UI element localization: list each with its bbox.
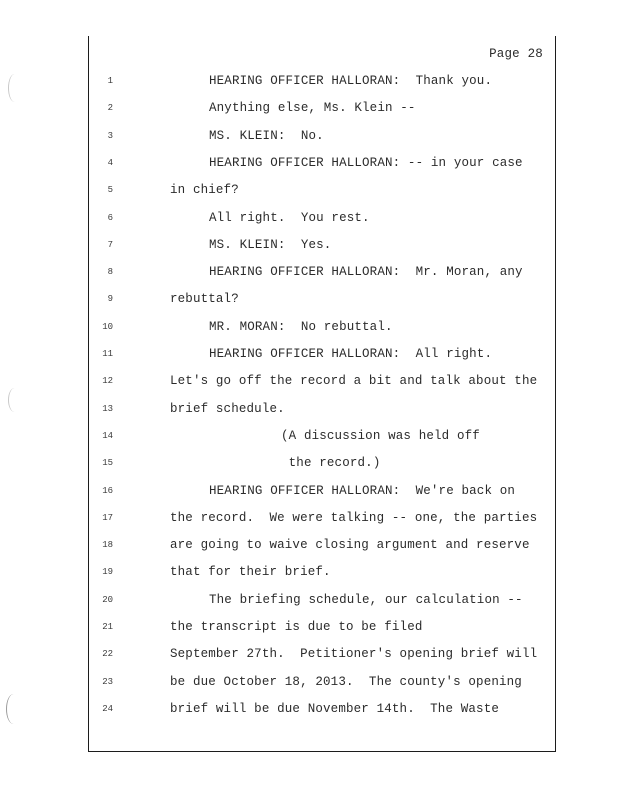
line-text: that for their brief.: [170, 565, 331, 580]
transcript-line: [89, 567, 557, 587]
transcript-line: [89, 267, 557, 287]
line-text: brief will be due November 14th. The Waste: [170, 701, 500, 716]
line-text: be due October 18, 2013. The county's opening: [170, 674, 522, 689]
page-number: Page 28: [489, 47, 543, 61]
line-number: 3: [107, 130, 113, 141]
line-text: Anything else, Ms. Klein --: [209, 101, 416, 116]
transcript-line: [89, 349, 557, 369]
line-text: the transcript is due to be filed: [170, 620, 423, 634]
transcript-line: [89, 128, 557, 151]
line-text: the record. We were talking -- one, the parties: [170, 510, 538, 525]
line-text: Let's go off the record a bit and talk about the: [170, 374, 538, 389]
line-text: MS. KLEIN: Yes.: [209, 237, 332, 252]
line-text: the record.): [281, 456, 381, 471]
line-number: 12: [102, 376, 113, 387]
line-number: 1: [107, 76, 113, 86]
line-number: 9: [107, 294, 113, 305]
scan-artifact-top: [8, 74, 21, 102]
line-number: 10: [102, 321, 113, 332]
transcript-line: [89, 428, 557, 451]
line-text: MS. KLEIN: No.: [209, 128, 324, 143]
line-number: 6: [107, 212, 113, 223]
line-number: 17: [102, 512, 113, 523]
transcript-line: [89, 376, 557, 396]
line-text: HEARING OFFICER HALLORAN: -- in your case: [209, 155, 523, 170]
transcript-line: [89, 294, 557, 314]
transcript-line: [89, 649, 557, 669]
transcript-line: [89, 76, 557, 96]
line-number: 14: [102, 430, 113, 441]
transcript-line: [89, 674, 557, 697]
line-text: All right. You rest.: [209, 210, 370, 225]
line-number: 4: [107, 157, 113, 168]
transcript-page: [88, 36, 556, 752]
transcript-line: [89, 622, 557, 642]
transcript-line: [89, 185, 557, 205]
scan-artifact-bottom: [6, 694, 21, 724]
transcript-line: [89, 483, 557, 506]
line-text: September 27th. Petitioner's opening brief will: [170, 647, 538, 662]
line-number: 22: [102, 649, 113, 660]
line-text: in chief?: [170, 183, 239, 198]
line-number: 21: [102, 622, 113, 632]
line-text: HEARING OFFICER HALLORAN: Thank you.: [209, 74, 493, 88]
line-number: 2: [107, 103, 113, 114]
transcript-line: [89, 210, 557, 233]
line-number: 11: [102, 349, 113, 359]
transcript-line: [89, 458, 557, 478]
line-number: 18: [102, 540, 113, 551]
line-number: 7: [107, 239, 113, 250]
transcript-line: [89, 401, 557, 424]
transcript-line: [89, 510, 557, 533]
line-number: 13: [102, 403, 113, 414]
line-number: 5: [107, 185, 113, 196]
line-text: are going to waive closing argument and reserve: [170, 538, 530, 553]
transcript-line: [89, 540, 557, 560]
transcript-line: [89, 237, 557, 260]
line-text: rebuttal?: [170, 292, 239, 307]
line-text: HEARING OFFICER HALLORAN: Mr. Moran, any: [209, 265, 523, 280]
line-number: 8: [107, 267, 113, 278]
line-text: brief schedule.: [170, 401, 285, 416]
transcript-line: [89, 155, 557, 178]
line-text: The briefing schedule, our calculation --: [209, 592, 523, 607]
transcript-line: [89, 103, 557, 123]
line-text: HEARING OFFICER HALLORAN: We're back on: [209, 483, 516, 498]
line-number: 23: [102, 676, 113, 687]
line-number: 19: [102, 567, 113, 578]
line-text: HEARING OFFICER HALLORAN: All right.: [209, 347, 493, 361]
line-text: MR. MORAN: No rebuttal.: [209, 319, 393, 334]
scan-artifact-middle: [8, 388, 21, 412]
line-number: 24: [102, 703, 113, 714]
line-number: 16: [102, 485, 113, 496]
transcript-line: [89, 319, 557, 342]
transcript-line: [89, 701, 557, 724]
line-number: 15: [102, 458, 113, 469]
transcript-line: [89, 592, 557, 615]
line-text: (A discussion was held off: [281, 428, 480, 443]
line-number: 20: [102, 594, 113, 605]
